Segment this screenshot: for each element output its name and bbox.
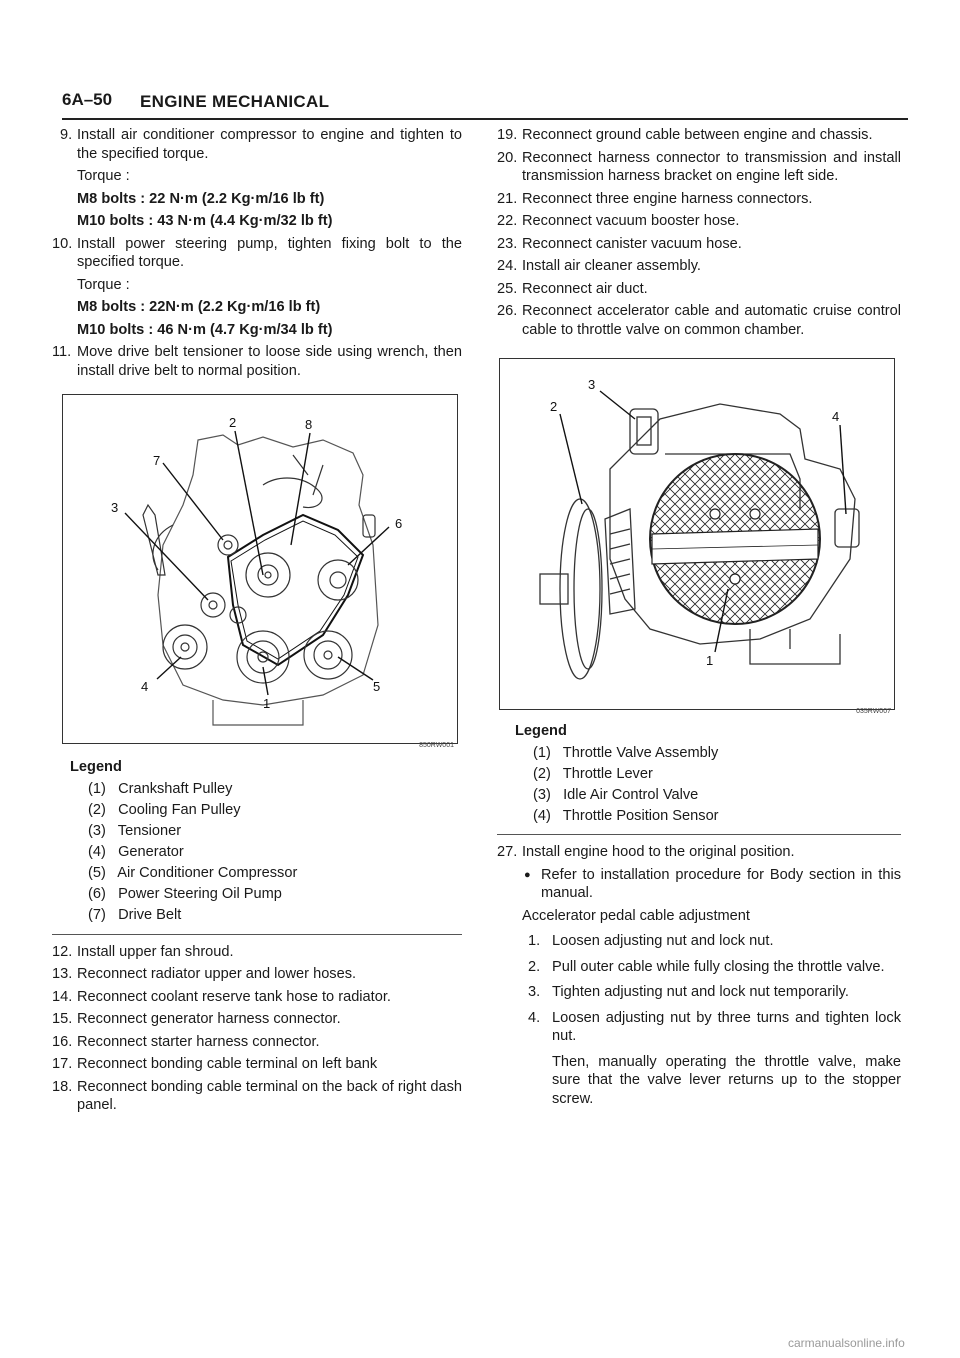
step-22: 22. Reconnect vacuum booster hose.	[497, 213, 740, 229]
callout-3: 3	[588, 377, 596, 392]
bullet-icon: ●	[524, 868, 531, 881]
torque-label: Torque :	[77, 276, 130, 293]
step-21: 21. Reconnect three engine harness connectors.	[497, 190, 813, 207]
page-header	[62, 90, 908, 120]
step-14: 14. Reconnect coolant reserve tank hose to radiator.	[52, 988, 391, 1005]
step-25: 25. Reconnect air duct.	[497, 280, 648, 297]
legend-title: Legend	[70, 759, 122, 775]
substep-4-note: Then, manually operating the throttle valve, make sure that the valve lever returns up to the stopper screw.	[552, 1053, 901, 1107]
substep-3: 3. Tighten adjusting nut and lock nut temporarily.	[528, 984, 849, 1001]
drive-belt-illustration	[63, 395, 459, 745]
substep-4: 4. Loosen adjusting nut by three turns and tighten lock nut.	[528, 1009, 901, 1045]
step-number: 11.	[52, 344, 72, 360]
step-16: 16. Reconnect starter harness connector.	[52, 1033, 320, 1050]
step-19: 19. Reconnect ground cable between engine and chassis.	[497, 127, 873, 143]
legend	[52, 758, 462, 925]
divider	[497, 834, 901, 835]
substep-2: 2. Pull outer cable while fully closing the throttle valve.	[528, 958, 885, 975]
throttle-valve-illustration	[500, 359, 896, 711]
legend-item: (1) Throttle Valve Assembly	[533, 744, 719, 761]
step-9	[52, 126, 462, 163]
callout-2: 2	[550, 399, 558, 414]
section-title: ENGINE MECHANICAL	[140, 92, 330, 111]
legend-item: (3) Idle Air Control Valve	[533, 786, 699, 803]
step-15: 15. Reconnect generator harness connector.	[52, 1011, 341, 1028]
drive-belt-figure	[62, 394, 458, 749]
torque-spec-m10: M10 bolts : 43 N·m (4.4 Kg·m/32 lb ft)	[77, 213, 333, 229]
substep-1: 1. Loosen adjusting nut and lock nut.	[528, 933, 774, 950]
callout-7: 7	[153, 453, 161, 468]
legend	[497, 722, 901, 825]
callout-1: 1	[706, 653, 714, 668]
callout-3: 3	[111, 500, 119, 515]
step-23: 23. Reconnect canister vacuum hose.	[497, 235, 742, 252]
step-20: 20. Reconnect harness connector to transmission and install transmission harness bracket on engine left side.	[497, 149, 901, 184]
legend-title: Legend	[515, 723, 567, 739]
step-18: 18. Reconnect bonding cable terminal on the back of right dash panel.	[52, 1078, 462, 1114]
torque-spec-m8: M8 bolts : 22N·m (2.2 Kg·m/16 lb ft)	[77, 299, 321, 315]
torque-spec-m8: M8 bolts : 22 N·m (2.2 Kg·m/16 lb ft)	[77, 190, 325, 207]
legend-item: (5) Air Conditioner Compressor	[88, 864, 298, 881]
callout-4: 4	[832, 409, 840, 424]
step-10	[52, 235, 462, 272]
step-12: 12. Install upper fan shroud.	[52, 943, 234, 960]
bullet-note: ● Refer to installation procedure for Body section in this manual.	[524, 866, 901, 902]
step-number: 9.	[60, 127, 73, 143]
throttle-valve-figure	[499, 358, 895, 715]
step-24: 24. Install air cleaner assembly.	[497, 258, 701, 274]
step-27: 27. Install engine hood to the original position.	[497, 844, 795, 861]
legend-item: (6) Power Steering Oil Pump	[88, 885, 282, 902]
step-text: Install air conditioner compressor to engine and tighten to the specified torque.	[77, 127, 462, 162]
callout-2: 2	[229, 415, 237, 430]
figure-code: 850RW001	[419, 741, 454, 749]
right-column	[497, 126, 901, 1108]
step-text: Install power steering pump, tighten fixing bolt to the specified torque.	[77, 235, 462, 270]
step-number: 10.	[52, 235, 73, 252]
left-column	[52, 126, 462, 1119]
step-13: 13. Reconnect radiator upper and lower hoses.	[52, 966, 357, 983]
watermark: carmanualsonline.info	[788, 1336, 905, 1350]
callout-1: 1	[263, 696, 271, 711]
callout-6: 6	[395, 516, 403, 531]
legend-item: (1) Crankshaft Pulley	[88, 780, 233, 797]
step-11	[52, 343, 462, 380]
legend-item: (2) Throttle Lever	[533, 765, 653, 782]
step-26: 26. Reconnect accelerator cable and automatic cruise control cable to throttle valve on common chamber.	[497, 303, 901, 338]
divider	[52, 934, 462, 935]
figure-code: 035RW007	[856, 707, 891, 715]
callout-4: 4	[141, 679, 149, 694]
torque-spec-m10: M10 bolts : 46 N·m (4.7 Kg·m/34 lb ft)	[77, 321, 333, 338]
page-number: 6A–50	[62, 90, 113, 109]
legend-item: (3) Tensioner	[88, 822, 182, 839]
legend-item: (4) Generator	[88, 843, 184, 860]
callout-8: 8	[305, 417, 313, 432]
legend-item: (7) Drive Belt	[88, 907, 182, 924]
legend-item: (4) Throttle Position Sensor	[533, 807, 719, 824]
callout-5: 5	[373, 679, 381, 694]
subheading: Accelerator pedal cable adjustment	[522, 907, 750, 924]
step-text: Move drive belt tensioner to loose side using wrench, then install drive belt to normal position.	[77, 344, 462, 379]
torque-label: Torque :	[77, 168, 130, 184]
legend-item: (2) Cooling Fan Pulley	[88, 801, 241, 818]
step-17: 17. Reconnect bonding cable terminal on left bank	[52, 1056, 378, 1073]
